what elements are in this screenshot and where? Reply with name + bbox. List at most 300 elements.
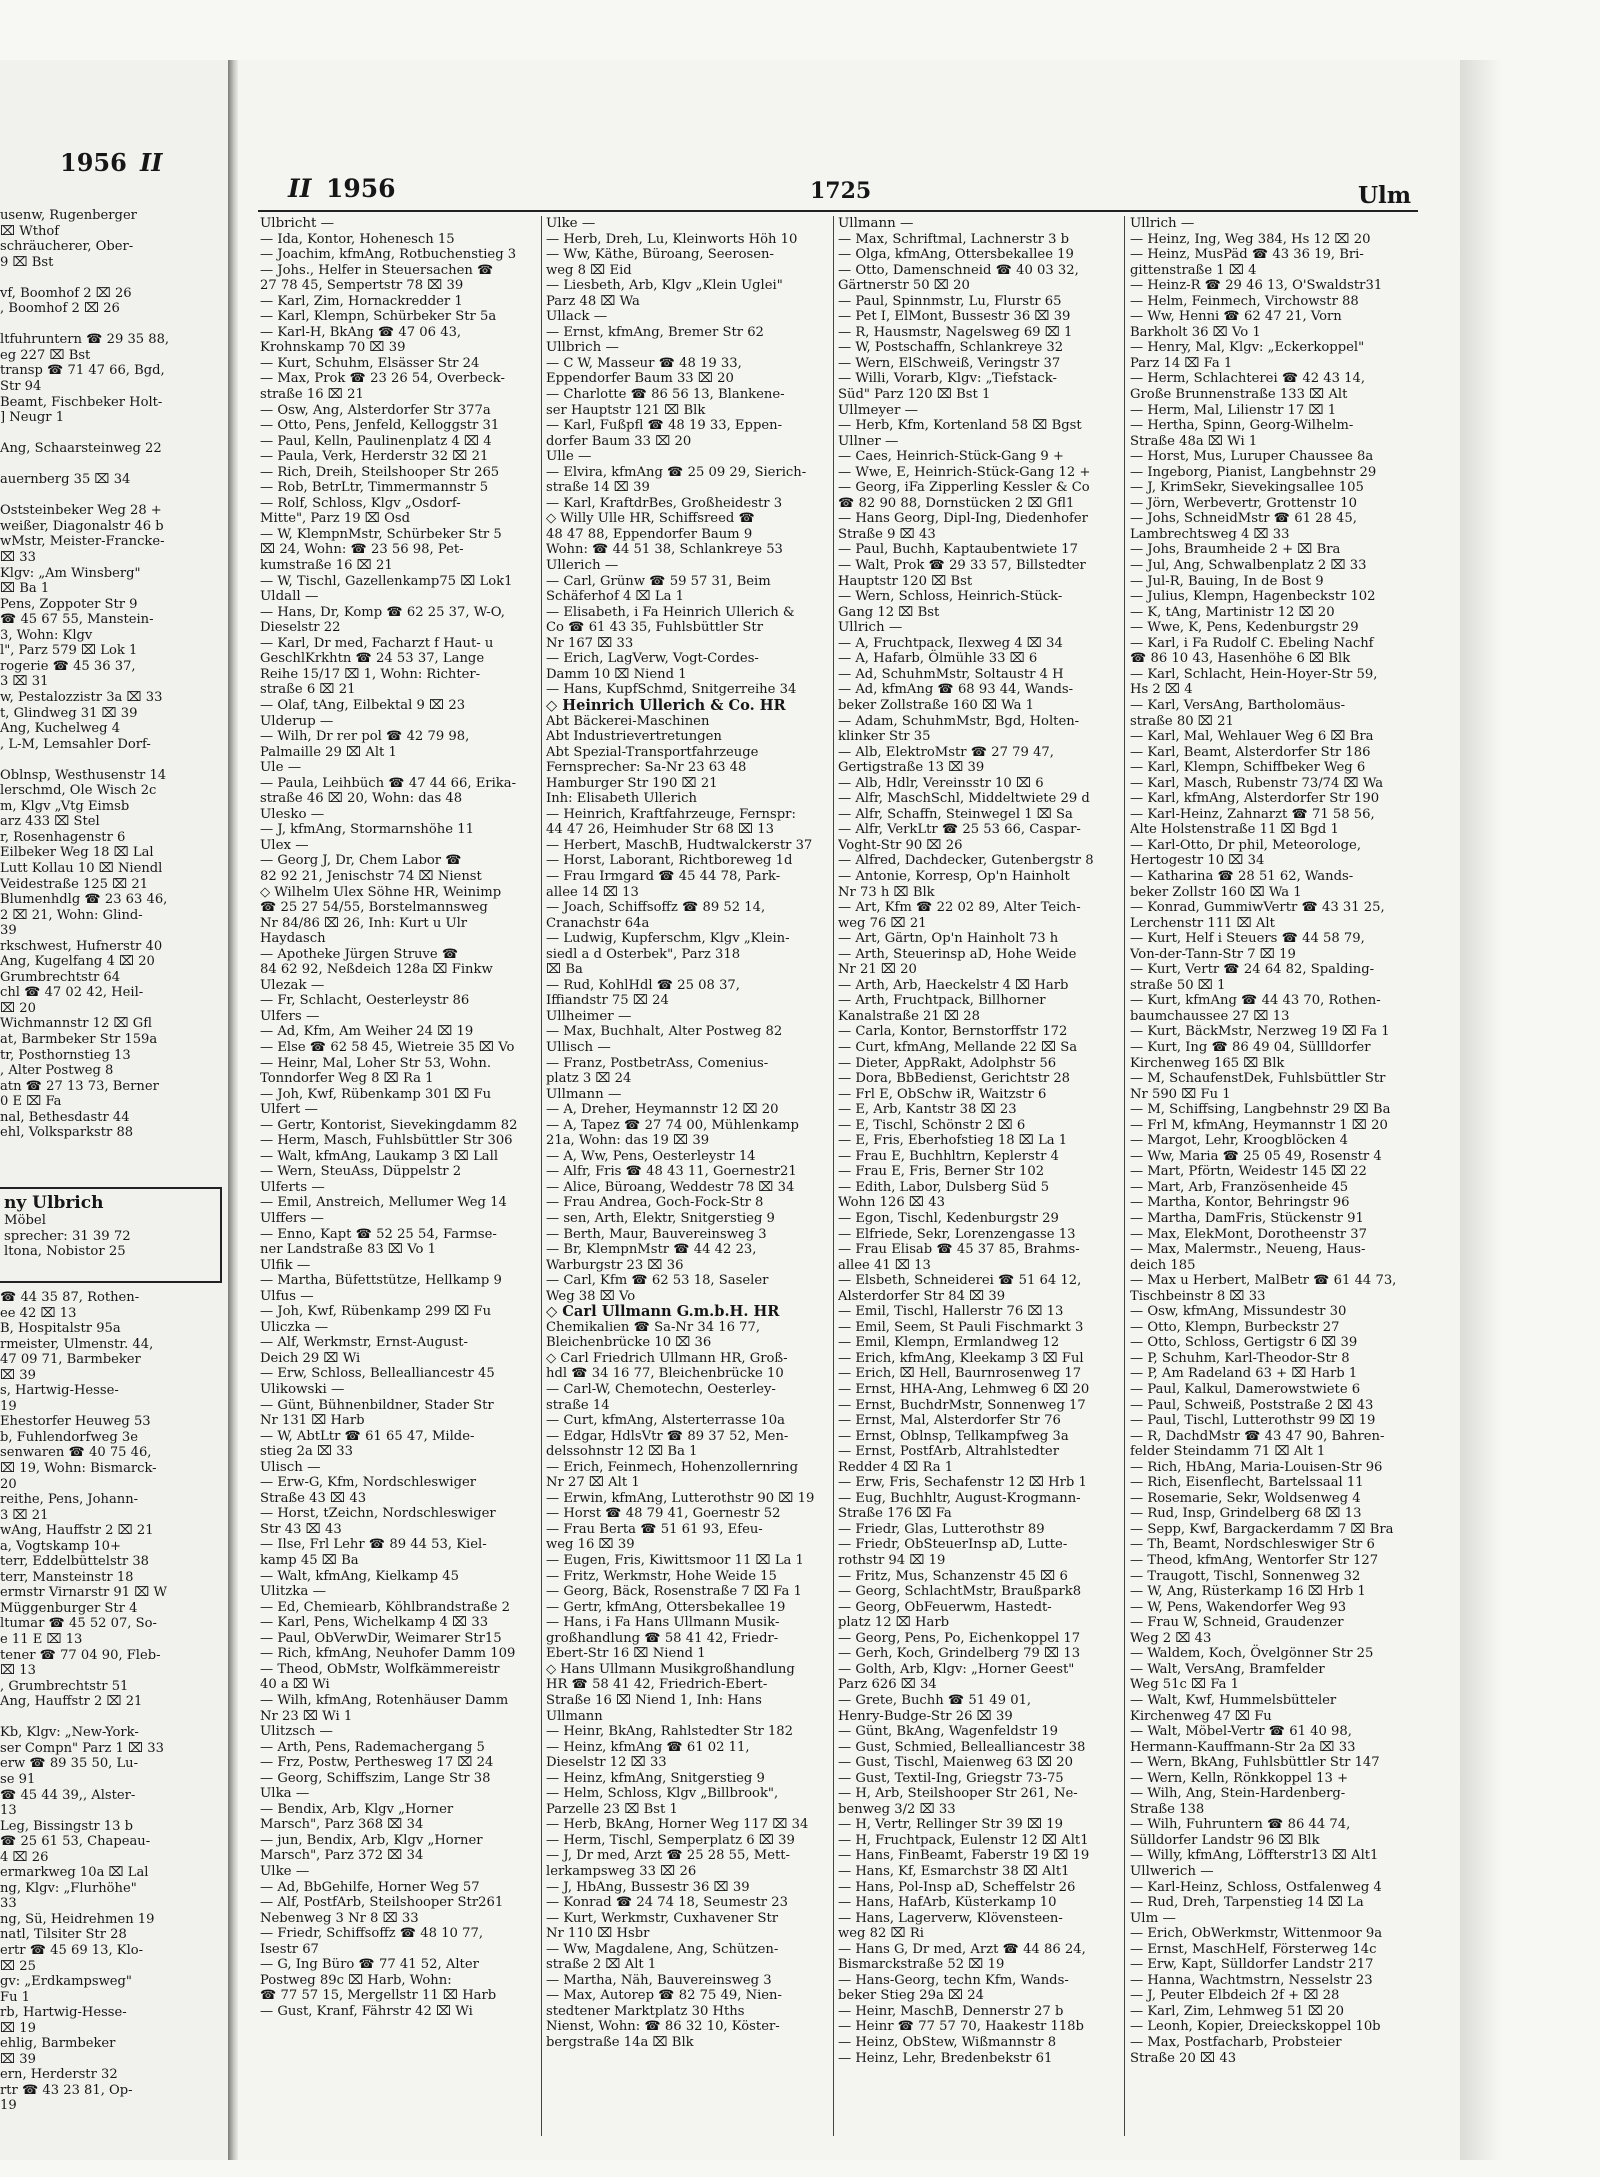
directory-entry: — P, Schuhm, Karl-Theodor-Str 8 [1130,1350,1350,1366]
left-entry-line: 33 [0,1896,17,1912]
directory-entry: — J, Peuter Elbdeich 2f + ⌧ 28 [1130,1988,1340,2004]
directory-entry: — Hans Georg, Dipl-Ing, Diedenhofer [838,511,1088,527]
left-entry-line: ☎ 44 35 87, Rothen- [0,1290,140,1305]
directory-entry: — Horst, Mus, Luruper Chaussee 8a [1130,449,1374,465]
company-entry: ◇ Carl Ullmann G.m.b.H. HR [546,1303,780,1321]
left-entry-line: nal, Bethesdastr 44 [0,1109,130,1125]
surname-heading: Ullmann — [546,1086,622,1102]
directory-entry: 27 78 45, Sempertstr 78 ⌧ 39 [260,278,464,294]
left-entry-line: , Grumbrechtstr 51 [0,1678,129,1694]
left-entry-line: m, Klgv „Vtg Eimsb [0,798,130,814]
left-entry-line [0,752,222,768]
directory-entry: Str 43 ⌧ 43 [260,1521,342,1537]
left-entry-line: ltumar ☎ 45 52 07, So- [0,1616,157,1632]
directory-entry: — Gertr, kfmAng, Ottersbekallee 19 [546,1599,786,1615]
left-entry-line: wAng, Hauffstr 2 ⌧ 21 [0,1523,154,1539]
directory-entry: — Ww, Henni ☎ 62 47 21, Vorn [1130,309,1342,325]
directory-entry: kumstraße 16 ⌧ 21 [260,558,393,574]
directory-entry: — Erwin, kfmAng, Lutterothstr 90 ⌧ 19 [546,1490,815,1506]
left-entry-line: a, Vogtskamp 10+ [0,1538,121,1554]
directory-column-1 [260,216,538,2146]
surname-heading: Ulke — [546,216,596,231]
left-entry-line: b, Fuhlendorfweg 3e [0,1429,138,1445]
directory-entry: Parz 626 ⌧ 34 [838,1677,937,1693]
directory-entry: — Hans, HafArb, Küsterkamp 10 [838,1895,1057,1911]
directory-entry: straße 46 ⌧ 20, Wohn: das 48 [260,791,463,807]
directory-entry: — Max, Buchhalt, Alter Postweg 82 [546,1024,783,1040]
left-entry-line: ] Neugr 1 [0,410,65,426]
left-entry-line: ☎ 25 61 53, Chapeau- [0,1834,151,1850]
directory-entry: ☎ 86 10 43, Hasenhöhe 6 ⌧ Blk [1130,651,1351,667]
directory-entry: — P, Am Radeland 63 + ⌧ Harb 1 [1130,1366,1358,1382]
left-entry-line [0,457,222,473]
directory-entry: — Paul, Buchh, Kaptaubentwiete 17 [838,542,1078,558]
directory-entry: — J, Dr med, Arzt ☎ 25 28 55, Mett- [546,1848,790,1864]
directory-entry: — Wern, SteuAss, Düppelstr 2 [260,1164,462,1180]
directory-entry: — Osw, kfmAng, Missundestr 30 [1130,1304,1347,1320]
company-entry: ◇ Heinrich Ullerich & Co. HR [546,696,786,714]
left-entry-line [0,317,222,333]
directory-entry: ◇ Wilhelm Ulex Söhne HR, Weinimp [260,884,502,900]
directory-entry: dorfer Baum 33 ⌧ 20 [546,433,692,449]
directory-entry: — Rich, Eisenflecht, Bartelssaal 11 [1130,1475,1364,1491]
directory-entry: — Frau Andrea, Goch-Fock-Str 8 [546,1195,764,1211]
directory-entry: — Ernst, Mal, Alsterdorfer Str 76 [838,1413,1061,1429]
directory-entry: — Sepp, Kwf, Bargackerdamm 7 ⌧ Bra [1130,1521,1394,1537]
directory-entry: — Charlotte ☎ 86 56 13, Blankene- [546,387,785,403]
directory-entry: — Willy, kfmAng, Löffterstr13 ⌧ Alt1 [1130,1848,1379,1864]
directory-entry: beker Stieg 29a ⌧ 24 [838,1988,985,2004]
directory-entry: — Adam, SchuhmMstr, Bgd, Holten- [838,713,1080,729]
directory-entry: — Herb, Kfm, Kortenland 58 ⌧ Bgst [838,418,1082,434]
directory-entry: — Max, Autorep ☎ 82 75 49, Nien- [546,1988,782,2004]
directory-entry: — Ernst, HHA-Ang, Lehmweg 6 ⌧ 20 [838,1382,1090,1398]
directory-entry: — Hans, FinBeamt, Faberstr 19 ⌧ 19 [838,1848,1090,1864]
directory-entry: — Traugott, Tischl, Sonnenweg 32 [1130,1568,1361,1584]
surname-heading: Ullerich — [546,558,619,574]
directory-entry: — jun, Bendix, Arb, Klgv „Horner [260,1832,483,1848]
left-entry-line: Oblnsp, Westhusenstr 14 [0,767,167,783]
left-entry-line: ertr ☎ 45 69 13, Klo- [0,1942,144,1958]
directory-entry: — Dieter, AppRakt, Adolphstr 56 [838,1055,1057,1071]
directory-entry: Parz 48 ⌧ Wa [546,293,640,309]
directory-entry: — Paul, ObVerwDir, Weimarer Str15 [260,1630,502,1646]
directory-entry: weg 82 ⌧ Ri [838,1926,924,1942]
directory-entry: — Alfred, Dachdecker, Gutenbergstr 8 [838,853,1094,869]
left-entry-line: t, Glindweg 31 ⌧ 39 [0,705,138,721]
directory-entry: Parz 14 ⌧ Fa 1 [1130,355,1233,371]
directory-entry: — Rud, Dreh, Tarpenstieg 14 ⌧ La [1130,1895,1364,1911]
directory-entry: — Wilh, Dr rer pol ☎ 42 79 98, [260,729,470,745]
surname-heading: Ulex — [260,837,309,853]
directory-entry: — Ilse, Frl Lehr ☎ 89 44 53, Kiel- [260,1537,487,1553]
left-entry-line: ⌧ Wthof [0,223,60,239]
directory-entry: — Ida, Kontor, Hohenesch 15 [260,231,455,247]
left-entry-line: eg 227 ⌧ Bst [0,347,91,363]
left-entry-line: rb, Hartwig-Hesse- [0,2005,127,2021]
directory-entry: — Rich, HbAng, Maria-Louisen-Str 96 [1130,1459,1383,1475]
directory-entry: Hamburger Str 190 ⌧ 21 [546,775,718,791]
page-edge [1460,60,1600,2160]
directory-entry: — Walt, kfmAng, Kielkamp 45 [260,1568,459,1584]
left-entry-line: 19 [0,1398,17,1414]
directory-entry: — Karl, Mal, Wehlauer Weg 6 ⌧ Bra [1130,729,1374,745]
directory-entry: — Erich, ObWerkmstr, Wittenmoor 9a [1130,1926,1383,1942]
directory-entry: — Elvira, kfmAng ☎ 25 09 29, Sierich- [546,464,807,480]
left-entry-line: Lutt Kollau 10 ⌧ Niendl [0,860,163,876]
directory-entry: — Frau Irmgard ☎ 45 44 78, Park- [546,868,781,884]
directory-entry: platz 12 ⌧ Harb [838,1615,950,1631]
directory-entry: — Hans, KupfSchmd, Snitgerreihe 34 [546,682,797,698]
directory-entry: — Johs., Helfer in Steuersachen ☎ [260,262,494,278]
directory-entry: Wohn: ☎ 44 51 38, Schlankreye 53 [546,542,783,558]
column-divider [1124,216,1125,2136]
directory-entry: — J, kfmAng, Stormarnshöhe 11 [260,822,474,838]
directory-entry: — Rolf, Schloss, Klgv „Osdorf- [260,495,461,511]
directory-entry: straße 80 ⌧ 21 [1130,713,1234,729]
directory-entry: — R, DachdMstr ☎ 43 47 90, Bahren- [1130,1428,1385,1444]
left-entry-line: se 91 [0,1771,36,1787]
directory-entry: Nr 73 h ⌧ Blk [838,884,935,900]
surname-heading: Ulisch — [260,1459,321,1475]
left-entry-line: Fu 1 [0,1989,31,2005]
directory-entry: — Martha, DamFris, Stückenstr 91 [1130,1211,1364,1226]
surname-heading: Ulferts — [260,1179,325,1195]
surname-heading: Ulka — [260,1786,310,1802]
left-entry-line: 4 ⌧ 26 [0,1849,49,1865]
directory-entry: — J, HbAng, Bussestr 36 ⌧ 39 [546,1879,750,1895]
directory-entry: — Frl E, ObSchw iR, Waitzstr 6 [838,1086,1047,1102]
directory-entry: Chemikalien ☎ Sa-Nr 34 16 77, [546,1319,761,1335]
directory-entry: — Walt, Prok ☎ 29 33 57, Billstedter [838,558,1086,574]
directory-entry: — Gust, Kranf, Fährstr 42 ⌧ Wi [260,2003,473,2019]
directory-entry: — Georg, ObFeuerwm, Hastedt- [838,1599,1052,1615]
directory-entry: — Frau W, Schneid, Graudenzer [1130,1615,1344,1631]
directory-entry: — Walt, VersAng, Bramfelder [1130,1661,1325,1677]
directory-entry: Straße 48a ⌧ Wi 1 [1130,433,1258,449]
directory-entry: — Alfr, MaschSchl, Middeltwiete 29 d [838,791,1090,807]
directory-entry: — Gerh, Koch, Grindelberg 79 ⌧ 13 [838,1646,1081,1662]
left-entry-line: erw ☎ 89 35 50, Lu- [0,1756,139,1772]
surname-heading: Ulikowski — [260,1382,345,1398]
directory-entry: — Walt, Kwf, Hummelsbütteler [1130,1692,1337,1708]
directory-entry: — Alb, Hdlr, Vereinsstr 10 ⌧ 6 [838,775,1044,791]
directory-entry: — Georg, Pens, Po, Eichenkoppel 17 [838,1630,1081,1646]
directory-entry: — Erich, Feinmech, Hohenzollernring [546,1459,799,1475]
surname-heading: Ulezak — [260,977,325,993]
left-entry-line: terr, Eddelbüttelstr 38 [0,1554,150,1570]
directory-entry: Nr 590 ⌧ Fu 1 [1130,1086,1231,1102]
directory-entry: — Heinz, ObStew, Wißmannstr 8 [838,2034,1057,2050]
directory-entry: — Arth, Steuerinsp aD, Hohe Weide [838,946,1077,962]
directory-entry: Reihe 15/17 ⌧ 1, Wohn: Richter- [260,666,481,682]
directory-entry: Süd" Parz 120 ⌧ Bst 1 [838,387,991,403]
directory-entry: Cranachstr 64a [546,915,650,931]
left-entry-line: Ang, Kugelfang 4 ⌧ 20 [0,954,155,970]
directory-entry: ser Hauptstr 121 ⌧ Blk [546,402,706,418]
directory-entry: Ebert-Str 16 ⌧ Niend 1 [546,1646,706,1662]
left-entry-line: lerschmd, Ole Wisch 2c [0,783,157,799]
directory-entry: — Jörn, Werbevertr, Grottenstr 10 [1130,495,1357,511]
surname-heading: Ulfert — [260,1102,318,1118]
directory-entry: — Ed, Chemiearb, Köhlbrandstraße 2 [260,1599,510,1615]
surname-heading: Ullack — [546,309,608,325]
directory-entry: — Paul, Kalkul, Damerowstwiete 6 [1130,1382,1361,1398]
directory-entry: ner Landstraße 83 ⌧ Vo 1 [260,1242,436,1258]
directory-entry: — Alfr, Fris ☎ 48 43 11, Goernestr21 [546,1164,797,1180]
left-page [0,60,230,2160]
directory-entry: — Karl, Zim, Lehmweg 51 ⌧ 20 [1130,2003,1344,2019]
directory-entry: — W, KlempnMstr, Schürbeker Str 5 [260,526,502,542]
directory-entry: Parzelle 23 ⌧ Bst 1 [546,1801,678,1817]
directory-entry: — Hans-Georg, techn Kfm, Wands- [838,1972,1069,1988]
directory-entry: — Rud, KohlHdl ☎ 25 08 37, [546,977,740,993]
directory-entry: straße 2 ⌧ Alt 1 [546,1957,657,1973]
directory-entry: straße 50 ⌧ 1 [1130,977,1226,993]
directory-entry: Kirchenweg 47 ⌧ Fu [1130,1708,1272,1724]
left-entry-line: 9 ⌧ Bst [0,254,54,270]
directory-entry: Große Brunnenstraße 133 ⌧ Alt [1130,387,1348,403]
left-entry-line: ng, Klgv: „Flurhöhe" [0,1880,137,1896]
directory-entry: ⌧ Ba [546,962,583,978]
directory-entry: — Willi, Vorarb, Klgv: „Tiefstack- [838,371,1057,387]
column-divider [833,216,834,2136]
directory-entry: — Wern, ElSchweiß, Veringstr 37 [838,355,1061,371]
directory-entry: — Alb, ElektroMstr ☎ 27 79 47, [838,744,1054,760]
directory-entry: Nr 84/86 ⌧ 26, Inh: Kurt u Ulr [260,915,468,931]
directory-entry: — Herb, BkAng, Horner Weg 117 ⌧ 34 [546,1817,809,1833]
left-entry-line: weißer, Diagonalstr 46 b [0,518,164,534]
left-entry-line: Wichmannstr 12 ⌧ Gfl [0,1016,152,1032]
directory-entry: Mitte", Parz 19 ⌧ Osd [260,511,411,527]
directory-entry: — A, Fruchtpack, Ilexweg 4 ⌧ 34 [838,635,1063,651]
left-entry-line: atn ☎ 27 13 73, Berner [0,1078,159,1094]
directory-entry: stedtener Marktplatz 30 Hths [546,2003,745,2019]
left-entry-line: ltfuhruntern ☎ 29 35 88, [0,332,170,348]
directory-entry: — Jul-R, Bauing, In de Bost 9 [1130,573,1324,589]
surname-heading: Ullrich — [838,620,903,636]
left-entry-line: ⌧ 20 [0,1000,36,1016]
directory-entry: — Karl, Zim, Hornackredder 1 [260,293,463,309]
directory-entry: — Max u Herbert, MalBetr ☎ 61 44 73, [1130,1273,1397,1289]
left-entry-line: Oststeinbeker Weg 28 + [0,503,162,519]
directory-entry: — Ww, Maria ☎ 25 05 49, Rosenstr 4 [1130,1148,1382,1164]
directory-entry: Inh: Elisabeth Ullerich [546,791,697,807]
surname-heading: Ulfus — [260,1288,314,1304]
directory-entry: ◇ Hans Ullmann Musikgroßhandlung [546,1661,795,1677]
directory-entry: — Georg, Bäck, Rosenstraße 7 ⌧ Fa 1 [546,1584,802,1600]
left-entry-line: Str 94 [0,379,42,395]
directory-entry: — Kurt, BäckMstr, Nerzweg 19 ⌧ Fa 1 [1130,1024,1390,1040]
left-entry-line: Kb, Klgv: „New-York- [0,1725,139,1741]
directory-entry: — Fritz, Mus, Schanzenstr 45 ⌧ 6 [838,1568,1068,1584]
directory-entry: Nr 131 ⌧ Harb [260,1413,365,1429]
directory-entry: allee 14 ⌧ 13 [546,884,639,900]
directory-entry: — Katharina ☎ 28 51 62, Wands- [1130,868,1354,884]
directory-entry: Marsch", Parz 372 ⌧ 34 [260,1848,424,1864]
directory-entry: — Erich, kfmAng, Kleekamp 3 ⌧ Ful [838,1350,1084,1366]
directory-entry: — Karl, Masch, Rubenstr 73/74 ⌧ Wa [1130,775,1384,791]
directory-entry: — Elsbeth, Schneiderei ☎ 51 64 12, [838,1273,1082,1289]
directory-entry: — Wwe, E, Heinrich-Stück-Gang 12 + [838,464,1091,480]
directory-entry: — Georg, iFa Zipperling Kessler & Co [838,480,1090,496]
directory-entry: Von-der-Tann-Str 7 ⌧ 19 [1130,946,1296,962]
directory-entry: — Georg, Schiffszim, Lange Str 38 [260,1770,491,1786]
left-entry-line: auernberg 35 ⌧ 34 [0,472,131,488]
directory-entry: — K, tAng, Martinistr 12 ⌧ 20 [1130,604,1335,620]
directory-entry: — Wilh, Fuhruntern ☎ 86 44 74, [1130,1817,1351,1833]
directory-entry: — Rud, Insp, Grindelberg 68 ⌧ 13 [1130,1506,1362,1522]
directory-entry: — Hans G, Dr med, Arzt ☎ 44 86 24, [838,1941,1086,1957]
directory-entry: — Berth, Maur, Bauvereinsweg 3 [546,1226,767,1242]
directory-entry: — Paul, Kelln, Paulinenplatz 4 ⌧ 4 [260,433,492,449]
directory-entry: — Alf, PostfArb, Steilshooper Str261 [260,1895,504,1911]
left-entry-line: ⌧ 39 [0,1367,36,1383]
directory-entry: — Ernst, PostfArb, Altrahlstedter [838,1444,1059,1460]
directory-entry: — Ernst, BuchdrMstr, Sonnenweg 17 [838,1397,1086,1413]
directory-entry: — Edith, Labor, Dulsberg Süd 5 [838,1179,1050,1195]
directory-entry: — Kurt, kfmAng ☎ 44 43 70, Rothen- [1130,993,1381,1009]
ad-name: ny Ulbrich [4,1193,104,1213]
directory-entry: — Br, KlempnMstr ☎ 44 42 23, [546,1242,757,1258]
directory-entry: — Konrad, GummiwVertr ☎ 43 31 25, [1130,900,1385,916]
directory-entry: — Herm, Masch, Fuhlsbüttler Str 306 [260,1133,513,1149]
directory-entry: — Hanna, Wachtmstrn, Nesselstr 23 [1130,1972,1373,1988]
directory-entry: Straße 138 [1130,1801,1205,1817]
directory-entry: siedl a d Osterbek", Parz 318 [546,946,741,962]
left-entry-line: 47 09 71, Barmbeker [0,1352,141,1368]
directory-entry: — Erw, Schloss, Bellealliancestr 45 [260,1366,495,1382]
directory-entry: — Heinz, kfmAng, Snitgerstieg 9 [546,1770,765,1786]
header-page-number: 1725 [810,178,872,204]
directory-entry: — Horst, tZeichn, Nordschleswiger [260,1506,496,1522]
directory-entry: — Erich, ⌧ Hell, Baurnrosenweg 17 [838,1366,1082,1382]
directory-entry: — Carl, Kfm ☎ 62 53 18, Saseler [546,1273,769,1289]
surname-heading: Ullner — [838,433,899,449]
directory-column-3 [838,216,1120,2146]
surname-heading: Ulderup — [260,713,334,729]
directory-entry: — Günt, BkAng, Wagenfeldstr 19 [838,1724,1059,1740]
directory-entry: — Kurt, Ing ☎ 86 49 04, Süllldorfer [1130,1039,1371,1055]
directory-entry: platz 3 ⌧ 24 [546,1071,632,1087]
directory-entry: — Helm, Schloss, Klgv „Billbrook", [546,1786,779,1802]
page-header [238,60,1460,210]
surname-heading: Uliczka — [260,1319,329,1335]
directory-entry: — Rob, BetrLtr, Timmermannstr 5 [260,480,489,496]
directory-entry: — Karl-Heinz, Schloss, Ostfalenweg 4 [1130,1879,1382,1895]
left-entry-line: Müggenburger Str 4 [0,1600,138,1616]
directory-entry: großhandlung ☎ 58 41 42, Friedr- [546,1630,779,1646]
left-entry-line: 3 ⌧ 21 [0,1507,49,1523]
directory-entry: — Karl, Pens, Wichelkamp 4 ⌧ 33 [260,1615,489,1631]
directory-entry: — Karl, Dr med, Facharzt f Haut- u [260,635,494,651]
ad-line-3: ltona, Nobistor 25 [4,1244,126,1260]
directory-entry: — Karl-H, BkAng ☎ 47 06 43, [260,324,462,340]
directory-entry: — Walt, kfmAng, Laukamp 3 ⌧ Lall [260,1148,499,1164]
directory-entry: — Heinz, kfmAng ☎ 61 02 11, [546,1739,750,1755]
directory-entry: — Hans, Dr, Komp ☎ 62 25 37, W-O, [260,604,505,620]
left-entry-line [0,270,222,286]
directory-entry: — Erw-G, Kfm, Nordschleswiger [260,1475,477,1491]
directory-entry: — Mart, Arb, Französenheide 45 [1130,1179,1349,1195]
directory-entry: — W, Ang, Rüsterkamp 16 ⌧ Hrb 1 [1130,1584,1366,1600]
left-entry-line: Eilbeker Weg 18 ⌧ Lal [0,845,154,861]
left-entry-line: vf, Boomhof 2 ⌧ 26 [0,285,132,301]
directory-entry: straße 16 ⌧ 21 [260,387,364,403]
directory-entry: — Heinr, Mal, Loher Str 53, Wohn. [260,1055,492,1071]
surname-heading: Ulitzsch — [260,1724,333,1740]
directory-entry: — Joach, Schiffsoffz ☎ 89 52 14, [546,900,766,916]
directory-entry: baumchaussee 27 ⌧ 13 [1130,1008,1290,1024]
directory-entry: — Frau Berta ☎ 51 61 93, Efeu- [546,1521,763,1537]
directory-entry: — Frl M, kfmAng, Heymannstr 1 ⌧ 20 [1130,1117,1388,1133]
left-entry-line: usenw, Rugenberger [0,208,137,223]
directory-entry: — Wwe, K, Pens, Kedenburgstr 29 [1130,620,1359,636]
left-entry-line: Leg, Bissingstr 13 b [0,1818,134,1834]
directory-entry: — Heinz, Ing, Weg 384, Hs 12 ⌧ 20 [1130,231,1371,247]
directory-entry: — Enno, Kapt ☎ 52 25 54, Farmse- [260,1226,497,1242]
left-page-column [0,208,222,1141]
directory-column-2 [546,216,828,2146]
left-entry-line: ⌧ Ba 1 [0,581,50,597]
directory-entry: weg 16 ⌧ 39 [546,1537,635,1553]
left-entry-line: arz 433 ⌧ Stel [0,814,100,830]
directory-entry: — Gertr, Kontorist, Sievekingdamm 82 [260,1117,518,1133]
directory-entry: — Wern, Schloss, Heinrich-Stück- [838,589,1063,605]
directory-entry: Kirchenweg 165 ⌧ Blk [1130,1055,1285,1071]
left-entry-line: gv: „Erdkampsweg" [0,1974,132,1990]
directory-entry: Marsch", Parz 368 ⌧ 34 [260,1817,424,1833]
left-entry-line: transp ☎ 71 47 66, Bgd, [0,363,165,379]
directory-entry: — Th, Beamt, Nordschleswiger Str 6 [1130,1537,1375,1553]
directory-entry: Alsterdorfer Str 84 ⌧ 39 [838,1288,1006,1304]
left-page-column-lower [0,1290,222,2114]
directory-entry: Haydasch [260,931,326,947]
left-entry-line: ehl, Volksparkstr 88 [0,1125,134,1141]
directory-entry: — Ernst, MaschHelf, Försterweg 14c [1130,1941,1377,1957]
directory-entry: — Karl, KraftdrBes, Großheidestr 3 [546,495,783,511]
directory-entry: — Georg J, Dr, Chem Labor ☎ [260,853,462,869]
directory-entry: Nr 110 ⌧ Hsbr [546,1926,650,1942]
directory-entry: — Rosemarie, Sekr, Woldsenweg 4 [1130,1490,1361,1506]
directory-entry: — Horst, Laborant, Richtboreweg 1d [546,853,793,869]
directory-entry: — Erw, Fris, Sechafenstr 12 ⌧ Hrb 1 [838,1475,1087,1491]
directory-entry: stieg 2a ⌧ 33 [260,1444,354,1460]
directory-entry: — Carl, Grünw ☎ 59 57 31, Beim [546,573,771,589]
directory-entry: Isestr 67 [260,1941,319,1957]
directory-entry: Barkholt 36 ⌧ Vo 1 [1130,324,1261,340]
directory-entry: ⌧ 24, Wohn: ☎ 23 56 98, Pet- [260,542,464,558]
directory-entry: — Julius, Klempn, Hagenbeckstr 102 [1130,589,1376,605]
left-entry-line: Blumenhdlg ☎ 23 63 46, [0,892,168,908]
directory-entry: Abt Industrievertretungen [546,729,722,745]
directory-entry: Palmaille 29 ⌧ Alt 1 [260,744,397,760]
left-entry-line: senwaren ☎ 40 75 46, [0,1445,152,1461]
left-entry-line: ☎ 45 44 39,, Alster- [0,1787,136,1803]
directory-entry: — Carla, Kontor, Bernstorffstr 172 [838,1024,1068,1040]
directory-entry: — Otto, Pens, Jenfeld, Kelloggstr 31 [260,418,500,434]
left-entry-line: l", Parz 579 ⌧ Lok 1 [0,643,138,659]
directory-entry: — Olaf, tAng, Eilbektal 9 ⌧ 23 [260,697,466,713]
directory-entry: — A, Dreher, Heymannstr 12 ⌧ 20 [546,1102,779,1118]
directory-entry: — J, KrimSekr, Sievekingsallee 105 [1130,480,1364,496]
directory-entry: — Wern, BkAng, Fuhlsbüttler Str 147 [1130,1755,1380,1771]
directory-entry: — Art, Kfm ☎ 22 02 89, Alter Teich- [838,900,1081,916]
directory-entry: — Elfriede, Sekr, Lorenzengasse 13 [838,1226,1076,1242]
directory-entry: — Wern, Kelln, Rönkkoppel 13 + [1130,1770,1349,1786]
surname-heading: Ule — [260,760,302,776]
directory-entry: Weg 38 ⌧ Vo [546,1288,636,1304]
